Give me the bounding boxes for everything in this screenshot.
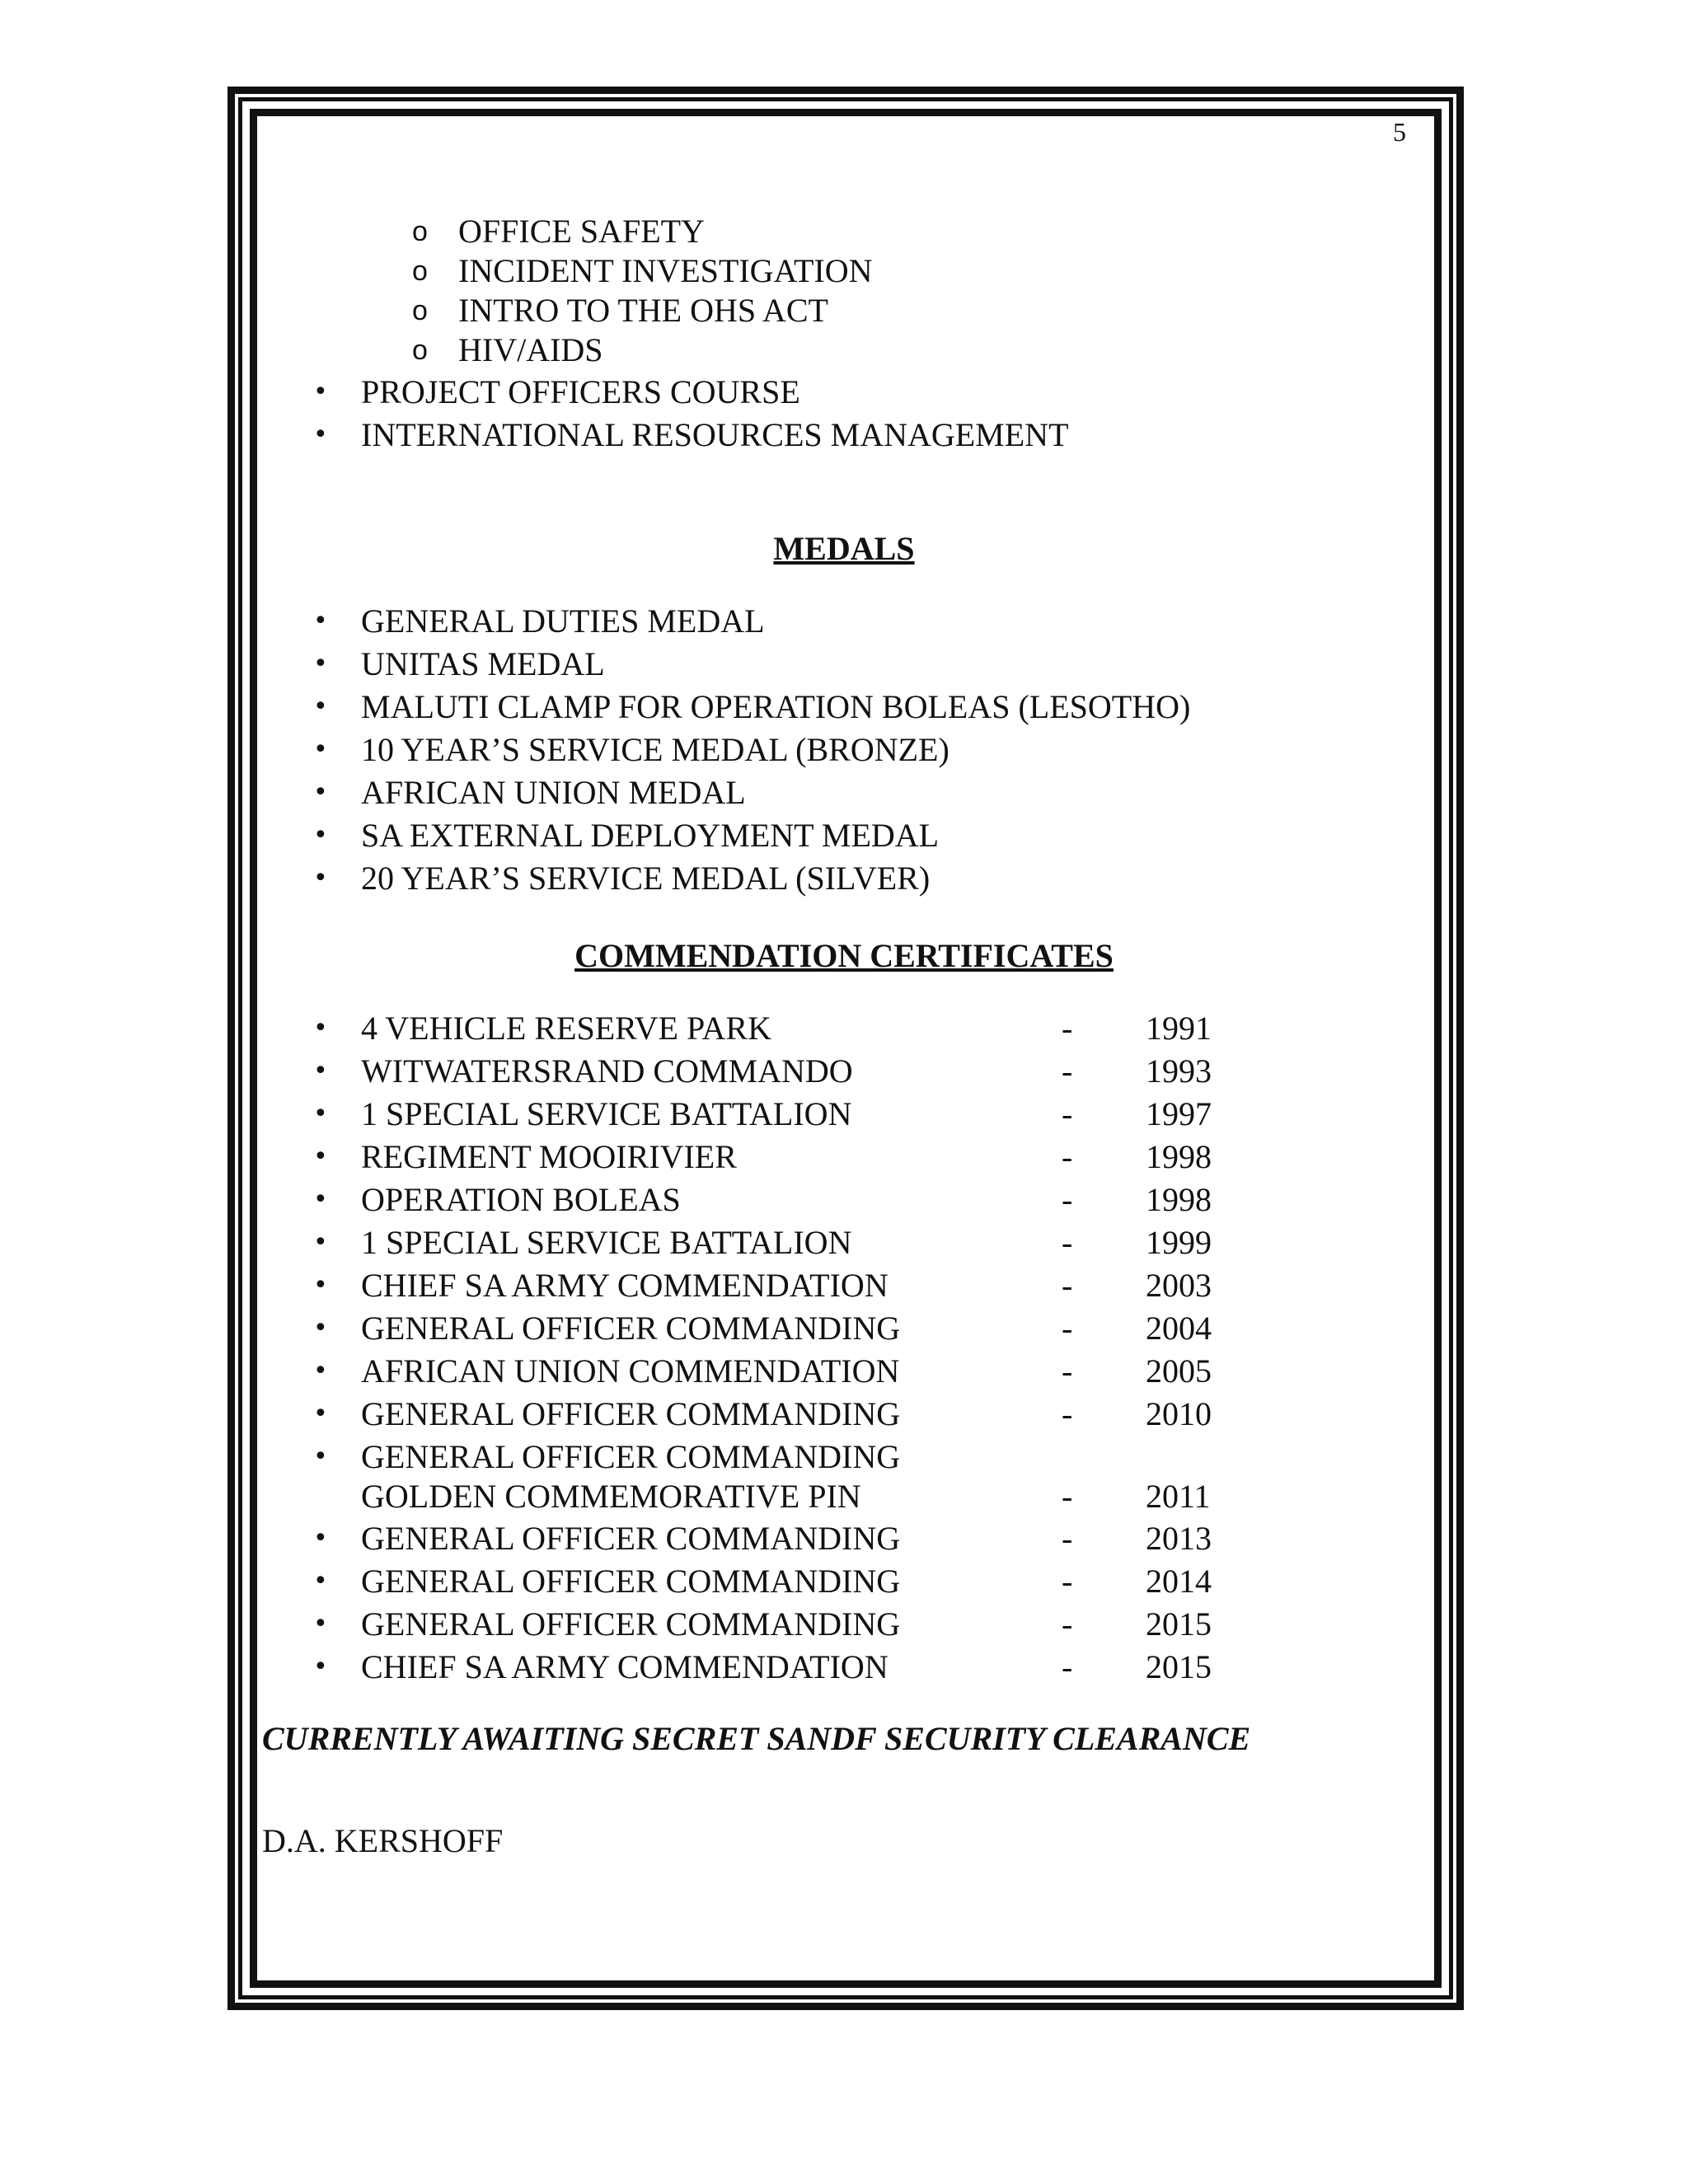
page-number: 5 — [1393, 117, 1406, 147]
sub-list-item-label: OFFICE SAFETY — [458, 213, 705, 250]
dash-separator: - — [1062, 1395, 1073, 1432]
bullet-icon: • — [313, 735, 328, 764]
commendation-year: 2011 — [1146, 1478, 1211, 1515]
medal-label: MALUTI CLAMP FOR OPERATION BOLEAS (LESOTHO) — [361, 688, 1191, 725]
commendation-name: GENERAL OFFICER COMMANDING — [361, 1395, 901, 1432]
commendation-name: WITWATERSRAND COMMANDO — [361, 1052, 853, 1090]
commendation-year: 2004 — [1146, 1310, 1212, 1347]
security-clearance-notice: CURRENTLY AWAITING SECRET SANDF SECURITY CLEARANCE — [262, 1720, 1251, 1757]
commendation-name: REGIMENT MOOIRIVIER — [361, 1138, 737, 1175]
commendation-name: OPERATION BOLEAS — [361, 1181, 681, 1218]
commendation-name: GENERAL OFFICER COMMANDING — [361, 1563, 901, 1600]
dash-separator: - — [1062, 1352, 1073, 1390]
dash-separator: - — [1062, 1052, 1073, 1090]
commendation-name: GENERAL OFFICER COMMANDING — [361, 1520, 901, 1557]
commendation-year: 1999 — [1146, 1224, 1212, 1261]
dash-separator: - — [1062, 1010, 1073, 1047]
dash-separator: - — [1062, 1224, 1073, 1261]
bullet-icon: • — [313, 692, 328, 721]
bullet-icon: • — [313, 1314, 328, 1343]
dash-separator: - — [1062, 1138, 1073, 1175]
bullet-icon: • — [313, 1442, 328, 1471]
bullet-icon: • — [313, 1228, 328, 1257]
bullet-icon: • — [313, 420, 328, 449]
bullet-icon: • — [313, 1567, 328, 1596]
signature-name: D.A. KERSHOFF — [262, 1822, 504, 1859]
bullet-icon: • — [313, 821, 328, 850]
dash-separator: - — [1062, 1648, 1073, 1685]
medal-label: 20 YEAR’S SERVICE MEDAL (SILVER) — [361, 860, 931, 897]
bullet-icon: • — [313, 1524, 328, 1553]
sub-list-item-label: INCIDENT INVESTIGATION — [458, 252, 873, 289]
medal-label: GENERAL DUTIES MEDAL — [361, 602, 765, 640]
circle-bullet-icon: o — [412, 335, 428, 366]
commendation-name: 4 VEHICLE RESERVE PARK — [361, 1010, 771, 1047]
commendation-name-line2: GOLDEN COMMEMORATIVE PIN — [361, 1478, 861, 1515]
dash-separator: - — [1062, 1563, 1073, 1600]
medals-heading: MEDALS — [773, 530, 915, 567]
commendation-name: 1 SPECIAL SERVICE BATTALION — [361, 1224, 852, 1261]
medal-label: UNITAS MEDAL — [361, 645, 605, 682]
bullet-icon: • — [313, 1271, 328, 1300]
bullet-icon: • — [313, 377, 328, 406]
dash-separator: - — [1062, 1181, 1073, 1218]
commendation-name: GENERAL OFFICER COMMANDING — [361, 1605, 901, 1643]
commendation-year: 2015 — [1146, 1648, 1212, 1685]
commendation-year: 2013 — [1146, 1520, 1212, 1557]
commendation-name: CHIEF SA ARMY COMMENDATION — [361, 1648, 889, 1685]
sub-list-item-label: HIV/AIDS — [458, 331, 603, 368]
commendation-year: 2014 — [1146, 1563, 1212, 1600]
commendation-year: 2003 — [1146, 1267, 1212, 1304]
commendation-name: GENERAL OFFICER COMMANDING — [361, 1438, 901, 1475]
commendation-name: GENERAL OFFICER COMMANDING — [361, 1310, 901, 1347]
bullet-icon: • — [313, 1099, 328, 1128]
commendation-year: 1993 — [1146, 1052, 1212, 1090]
commendation-year: 2010 — [1146, 1395, 1212, 1432]
circle-bullet-icon: o — [412, 216, 428, 247]
bullet-icon: • — [313, 1357, 328, 1385]
commendation-year: 1991 — [1146, 1010, 1212, 1047]
medal-label: 10 YEAR’S SERVICE MEDAL (BRONZE) — [361, 731, 950, 768]
circle-bullet-icon: o — [412, 255, 428, 287]
bullet-icon: • — [313, 1142, 328, 1171]
dash-separator: - — [1062, 1605, 1073, 1643]
commendation-name: 1 SPECIAL SERVICE BATTALION — [361, 1095, 852, 1132]
commendation-year: 2005 — [1146, 1352, 1212, 1390]
commendation-year: 2015 — [1146, 1605, 1212, 1643]
bullet-icon: • — [313, 1652, 328, 1681]
bullet-icon: • — [313, 1185, 328, 1214]
bullet-icon: • — [313, 1057, 328, 1085]
bullet-icon: • — [313, 649, 328, 678]
commendation-name: AFRICAN UNION COMMENDATION — [361, 1352, 900, 1390]
bullet-icon: • — [313, 1399, 328, 1428]
commendation-year: 1998 — [1146, 1181, 1212, 1218]
bullet-icon: • — [313, 607, 328, 635]
sub-list-item-label: INTRO TO THE OHS ACT — [458, 292, 828, 329]
bullet-icon: • — [313, 1014, 328, 1043]
dash-separator: - — [1062, 1310, 1073, 1347]
bullet-icon: • — [313, 864, 328, 893]
bullet-icon: • — [313, 778, 328, 807]
bullet-icon: • — [313, 1610, 328, 1638]
medal-label: SA EXTERNAL DEPLOYMENT MEDAL — [361, 817, 940, 854]
commendations-heading: COMMENDATION CERTIFICATES — [574, 937, 1114, 974]
medal-label: AFRICAN UNION MEDAL — [361, 774, 746, 811]
course-label: PROJECT OFFICERS COURSE — [361, 373, 800, 410]
dash-separator: - — [1062, 1478, 1073, 1515]
circle-bullet-icon: o — [412, 295, 428, 326]
commendation-year: 1997 — [1146, 1095, 1212, 1132]
dash-separator: - — [1062, 1520, 1073, 1557]
dash-separator: - — [1062, 1267, 1073, 1304]
commendation-name: CHIEF SA ARMY COMMENDATION — [361, 1267, 889, 1304]
course-label: INTERNATIONAL RESOURCES MANAGEMENT — [361, 416, 1069, 453]
dash-separator: - — [1062, 1095, 1073, 1132]
commendation-year: 1998 — [1146, 1138, 1212, 1175]
